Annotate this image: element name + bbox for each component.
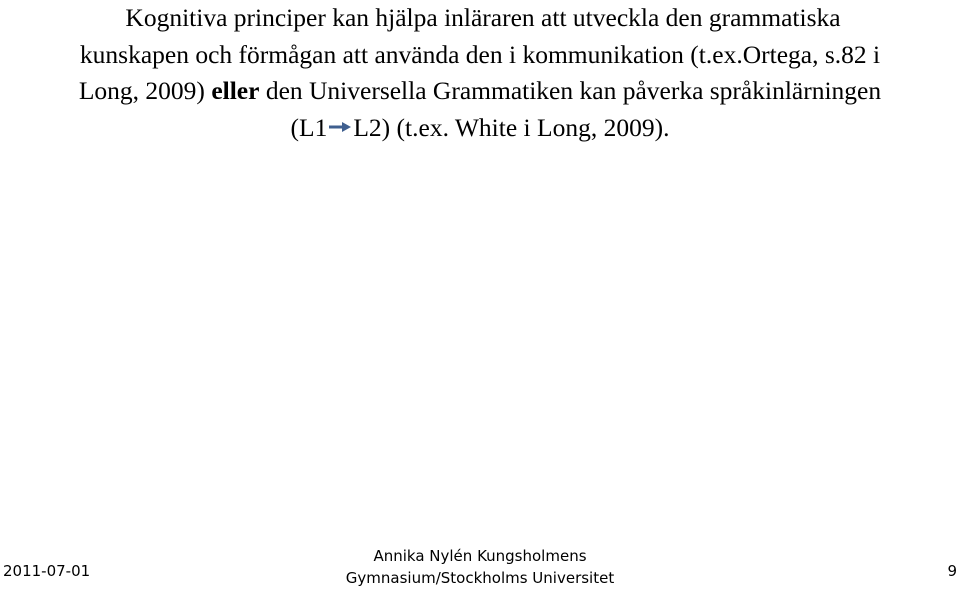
text-line-1: Kognitiva principer kan hjälpa inläraren att utveckla den grammatiska xyxy=(125,3,841,32)
text-line-3-end: den Universella Grammatiken kan påverka språkinlärningen xyxy=(259,76,882,105)
text-line-4-end: L2) (t.ex. White i Long, 2009). xyxy=(353,112,670,142)
right-arrow-icon xyxy=(328,120,352,134)
text-line-4-start: (L1 xyxy=(290,112,328,142)
footer-author-line-2: Gymnasium/Stockholms Universitet xyxy=(345,569,615,587)
footer-date: 2011-07-01 xyxy=(3,562,91,580)
emphasis-word: eller xyxy=(211,76,260,105)
footer-author xyxy=(0,545,960,589)
text-line-3-start: Long, 2009) xyxy=(78,76,212,105)
text-line-3 xyxy=(0,73,960,110)
text-line-4 xyxy=(0,110,960,147)
text-line-2: kunskapen och förmågan att använda den i kommunikation (t.ex.Ortega, s.82 i xyxy=(79,39,881,69)
footer-author-line-1: Annika Nylén Kungsholmens xyxy=(373,547,587,565)
slide-body-text xyxy=(0,0,960,146)
page-number: 9 xyxy=(947,562,957,580)
